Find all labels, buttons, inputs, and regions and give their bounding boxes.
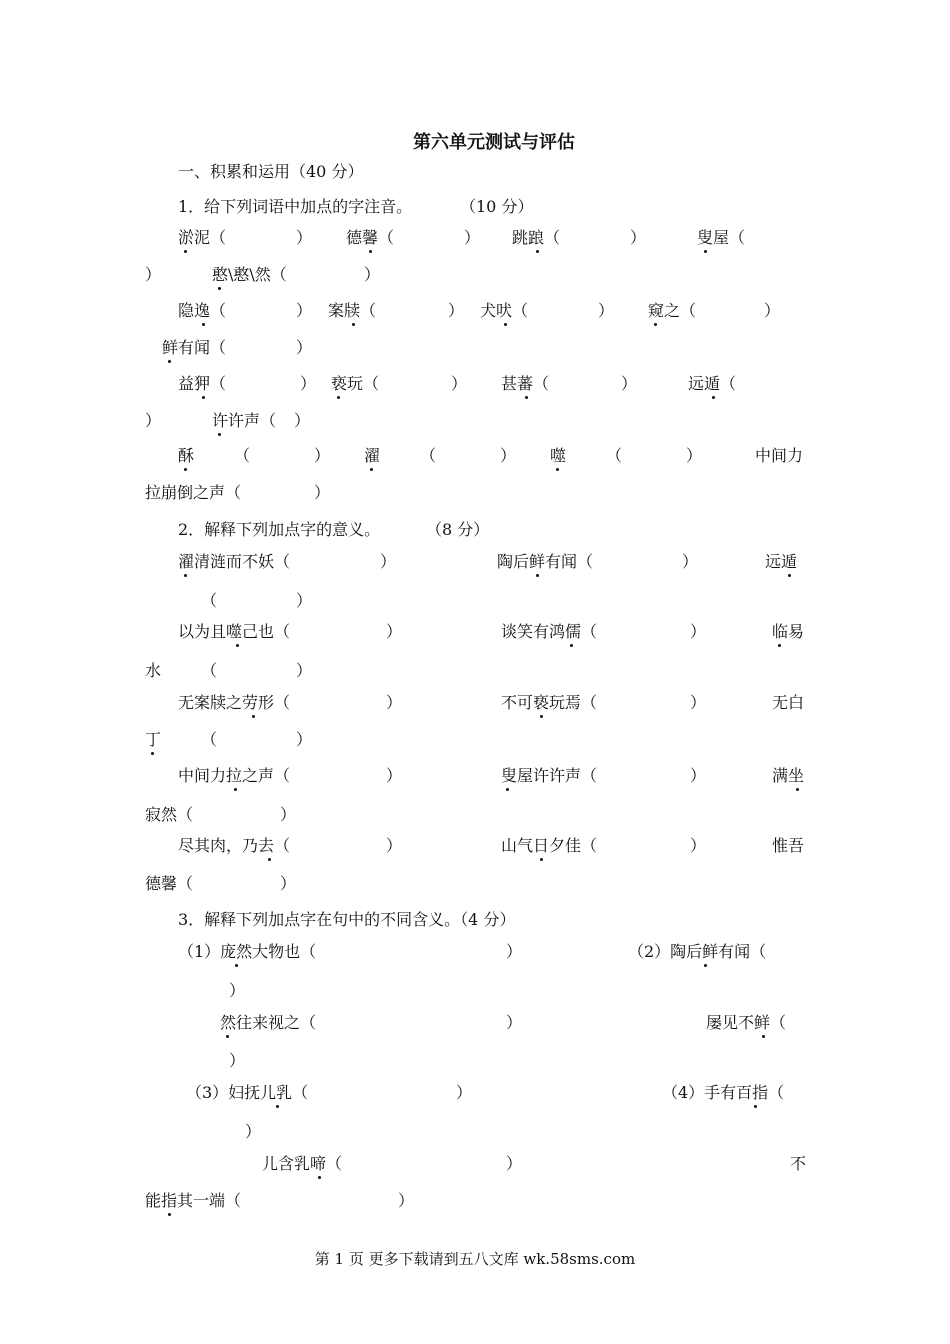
item-text: （2）陶后鲜有闻（ [628,942,767,961]
item-text: 许许声（ [212,411,277,430]
item-text: 鲜有闻（ [162,338,227,357]
item-text: ） [294,411,311,430]
item-text: （ [201,730,218,749]
item-text: ） [506,1013,523,1032]
item-text: ） [690,693,707,712]
item-text: ） [386,622,403,641]
item-text: ） [314,446,331,465]
section-heading: 一、积累和运用（40 分） [178,162,364,181]
item-text: ） [456,1083,473,1102]
item-text: ） [296,730,313,749]
item-text: 憨\憨\然（ [212,265,287,284]
emphasis-dot [252,715,255,718]
item-text: ） [296,301,313,320]
emphasis-dot [184,468,187,471]
item-text: 中间力 [755,446,804,465]
item-text: ） [229,1051,246,1070]
item-text: ） [314,483,331,502]
item-text: 德馨（ [346,228,395,247]
emphasis-dot [236,644,239,647]
emphasis-dot [276,1105,279,1108]
item-text: ） [245,1122,262,1141]
item-text: ） [386,693,403,712]
emphasis-dot [168,1213,171,1216]
item-text: 陶后鲜有闻（ [497,552,594,571]
emphasis-dot [704,250,707,253]
item-text: （1）庞然大物也（ [178,942,317,961]
item-text: 案牍（ [328,301,377,320]
emphasis-dot [506,788,509,791]
item-text: （ [420,446,437,465]
emphasis-dot [540,858,543,861]
item-text: ） [296,661,313,680]
item-text: 以为且噬己也（ [178,622,291,641]
item-text: ） [630,228,647,247]
item-text: 尽其肉，乃去（ [178,836,291,855]
item-text: ） [621,374,638,393]
item-text: 濯 [364,446,381,465]
page-title: 第六单元测试与评估 [413,132,575,153]
item-text: ） [145,265,162,284]
item-text: ） [386,836,403,855]
item-text: ） [598,301,615,320]
item-text: 窥之（ [648,301,697,320]
item-text: 然往来视之（ [220,1013,317,1032]
emphasis-dot [570,644,573,647]
emphasis-dot [704,964,707,967]
item-text: ） [451,374,468,393]
item-text: 满坐 [772,766,805,785]
emphasis-dot [202,396,205,399]
item-text: ） [506,942,523,961]
item-text: 亵玩（ [331,374,380,393]
item-text: ） [764,301,781,320]
item-text: 无白 [772,693,805,712]
emphasis-dot [352,323,355,326]
emphasis-dot [234,788,237,791]
item-text: 隐逸（ [178,301,227,320]
item-text: ） [145,411,162,430]
item-text: 水 [145,661,162,680]
item-text: ） [690,766,707,785]
item-text: 濯清涟而不妖（ [178,552,291,571]
item-text: 德馨（ [145,874,194,893]
question-2-heading: 2．解释下列加点字的意义。 [178,520,381,539]
emphasis-dot [540,715,543,718]
item-text: 拉崩倒之声（ [145,483,242,502]
emphasis-dot [168,360,171,363]
item-text: 屡见不鲜（ [706,1013,787,1032]
item-text: 能指其一端（ [145,1191,242,1210]
item-text: （4）手有百指（ [662,1083,785,1102]
item-text: 跳踉（ [512,228,561,247]
emphasis-dot [654,323,657,326]
item-text: ） [296,228,313,247]
item-text: 淤泥（ [178,228,227,247]
emphasis-dot [754,1105,757,1108]
page-footer: 第 1 页 更多下载请到五八文库 wk.58sms.com [314,1250,636,1268]
item-text: 寂然（ [145,805,194,824]
emphasis-dot [226,1035,229,1038]
item-text: ） [229,981,246,1000]
item-text: 中间力拉之声（ [178,766,291,785]
emphasis-dot [536,574,539,577]
item-text: ） [296,591,313,610]
emphasis-dot [218,287,221,290]
item-text: ） [296,338,313,357]
emphasis-dot [778,644,781,647]
item-text: ） [690,836,707,855]
question-2-score: （8 分） [426,520,490,539]
item-text: （ [201,591,218,610]
item-text: 惟吾 [772,836,805,855]
question-1-heading: 1．给下列词语中加点的字注音。 [178,197,413,216]
item-text: ） [300,374,317,393]
emphasis-dot [318,1176,321,1179]
emphasis-dot [556,468,559,471]
item-text: ） [386,766,403,785]
item-text: （ [201,661,218,680]
emphasis-dot [151,752,154,755]
item-text: 丁 [145,730,162,749]
emphasis-dot [268,858,271,861]
emphasis-dot [369,250,372,253]
item-text: （ [606,446,623,465]
item-text: ） [464,228,481,247]
item-text: 无案牍之劳形（ [178,693,291,712]
emphasis-dot [536,250,539,253]
item-text: 噬 [550,446,567,465]
item-text: （3）妇抚儿乳（ [186,1083,309,1102]
item-text: ） [280,805,297,824]
item-text: ） [682,552,699,571]
item-text: 不 [790,1154,807,1173]
item-text: 叟屋（ [697,228,746,247]
question-1-score: （10 分） [460,197,534,216]
item-text: ） [398,1191,415,1210]
item-text: ） [380,552,397,571]
emphasis-dot [337,396,340,399]
emphasis-dot [525,396,528,399]
item-text: 儿含乳啼（ [262,1154,343,1173]
item-text: 山气日夕佳（ [501,836,598,855]
item-text: 益狎（ [178,374,227,393]
emphasis-dot [235,964,238,967]
emphasis-dot [762,1035,765,1038]
item-text: 不可亵玩焉（ [501,693,598,712]
emphasis-dot [788,574,791,577]
item-text: 甚蕃（ [501,374,550,393]
item-text: 酥 [178,446,195,465]
item-text: 临易 [772,622,805,641]
item-text: ） [500,446,517,465]
emphasis-dot [370,468,373,471]
item-text: 谈笑有鸿儒（ [501,622,598,641]
emphasis-dot [184,574,187,577]
item-text: 远遁（ [688,374,737,393]
item-text: ） [448,301,465,320]
item-text: 远遁 [765,552,798,571]
emphasis-dot [796,788,799,791]
emphasis-dot [504,323,507,326]
item-text: ） [506,1154,523,1173]
item-text: （ [234,446,251,465]
emphasis-dot [184,250,187,253]
emphasis-dot [712,396,715,399]
item-text: ） [280,874,297,893]
item-text: ） [686,446,703,465]
item-text: 叟屋许许声（ [501,766,598,785]
item-text: 犬吠（ [480,301,529,320]
question-3-heading: 3．解释下列加点字在句中的不同含义。（4 分） [178,910,516,929]
item-text: ） [690,622,707,641]
item-text: ） [364,265,381,284]
emphasis-dot [202,323,205,326]
emphasis-dot [218,433,221,436]
